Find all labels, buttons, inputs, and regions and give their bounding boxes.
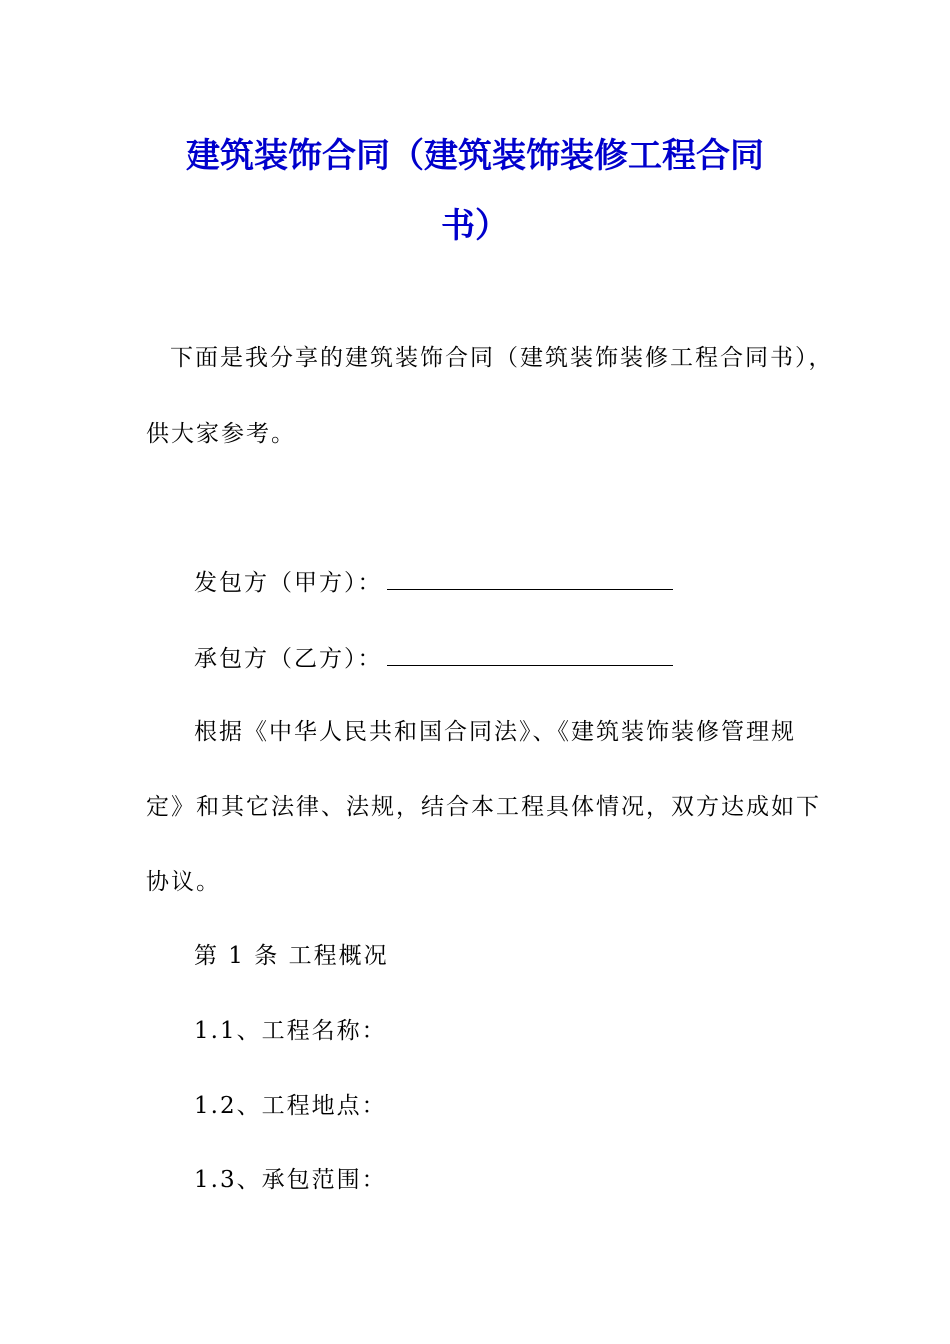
party-a-row	[194, 567, 673, 599]
item-1-1: 1.1、工程名称：	[194, 1018, 387, 1044]
document-title-line1: 建筑装饰合同（建筑装饰装修工程合同	[186, 136, 764, 176]
basis-line3: 协议。	[146, 869, 221, 895]
item-1-2: 1.2、工程地点：	[194, 1093, 387, 1119]
party-b-row	[194, 643, 673, 675]
intro-line1: 下面是我分享的建筑装饰合同（建筑装饰装修工程合同书），	[170, 345, 834, 371]
basis-line1: 根据《中华人民共和国合同法》、《建筑装饰装修管理规	[194, 719, 796, 745]
party-a-blank-line	[387, 569, 673, 590]
party-b-label: 承包方（乙方）：	[194, 646, 383, 672]
basis-line2: 定》和其它法律、法规，结合本工程具体情况，双方达成如下	[146, 794, 821, 820]
article1-heading: 第 1 条 工程概况	[194, 943, 389, 969]
document-title-line2: 书）	[441, 206, 509, 246]
intro-line2: 供大家参考。	[146, 421, 296, 447]
party-b-blank-line	[387, 645, 673, 666]
party-a-label: 发包方（甲方）：	[194, 570, 383, 596]
item-1-3: 1.3、承包范围：	[194, 1167, 387, 1193]
